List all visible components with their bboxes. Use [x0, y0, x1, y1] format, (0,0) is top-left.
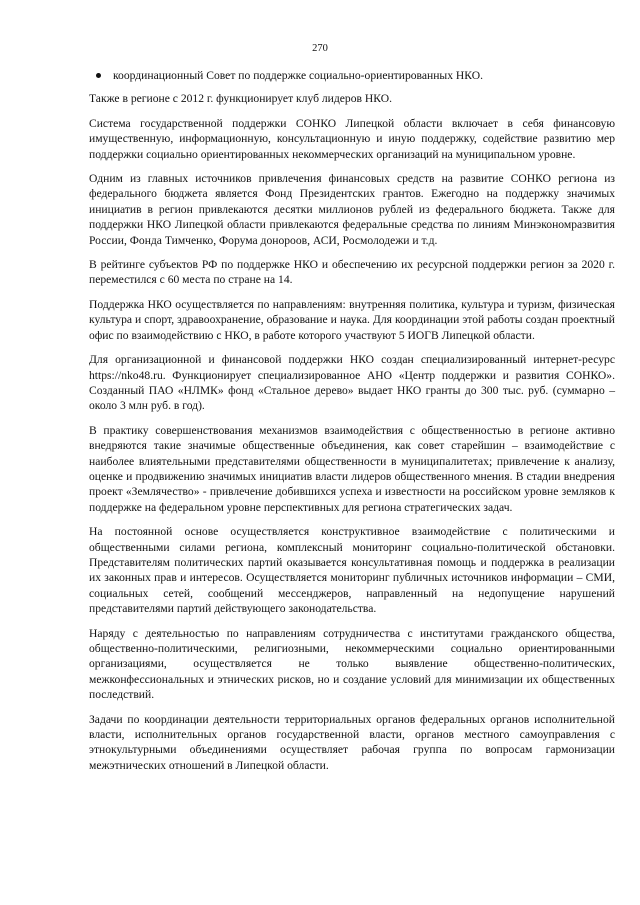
paragraph-interaction-practice: В практику совершенствования механизмов взаимодействия с общественностью в регионе активно внедряются такие значимые общественные объединения, как совет старейшин – взаимодействие с наиболее влиятельными представителями общественности в муниципалитетах; привлечение к анализу, оценке и продвижению значимых инициатив власти лидеров общественного мнения. В стадии внедрения проект «Землячество» - привлечение добившихся успеха и известности на российском уровне земляков к поддержке на федеральном уровне перспективных для региона стратегических задач. [89, 423, 615, 514]
paragraph-funding-sources: Одним из главных источников привлечения финансовых средств на развитие СОНКО региона из федерального бюджета является Фонд Президентских грантов. Ежегодно на поддержку значимых инициатив в регион привлекаются десятки миллионов рублей из федерального бюджета. Также для поддержки НКО Липецкой области привлекаются федеральные средства по линиям Минэкономразвития России, Фонда Тимченко, Форума донороов, АСИ, Росмолодежи и т.д. [89, 172, 615, 247]
paragraph-political-interaction: На постоянной основе осуществляется конструктивное взаимодействие с политическими и общественными силами региона, комплексный мониторинг социально-политической обстановки. Представителям политических партий оказывается консультативная помощь и поддержка в реализации их законных прав и интересов. Осуществляется мониторинг публичных источников информации – СМИ, социальных сетей, сообщений мессенджеров, направленный на недопущение нарушений представителями партий действующего законодательства. [89, 525, 615, 616]
page-body [89, 68, 615, 782]
paragraph-club-leaders: Также в регионе с 2012 г. функционирует клуб лидеров НКО. [89, 92, 392, 106]
paragraph-support-directions: Поддержка НКО осуществляется по направлениям: внутренняя политика, культура и туризм, физическая культура и спорт, здравоохранение, образование и наука. Для координации этой работы создан проектный офис по взаимодействию с НКО, в работе которого участвуют 5 ИОГВ Липецкой области. [89, 297, 615, 342]
bullet-list-item [89, 68, 615, 83]
paragraph-civil-society: Наряду с деятельностью по направлениям сотрудничества с институтами гражданского общества, общественно-политическими, религиозными, некоммерческими социально ориентированными организациями, осуществляется не только выявление общественно-политических, межконфессиональных и этнических рисков, но и создание условий для минимизации их общественных последствий. [89, 626, 615, 702]
bullet-icon [96, 73, 101, 78]
paragraph-rating: В рейтинге субъектов РФ по поддержке НКО и обеспечению их ресурсной поддержки регион за 2020 г. переместился с 60 места по стране на 14. [89, 258, 615, 287]
page-number: 270 [312, 43, 328, 54]
paragraph-support-system: Система государственной поддержки СОНКО Липецкой области включает в себя финансовую имущественную, информационную, консультационную и иную поддержку, содействие развитию мер поддержки социально ориентированных некоммерческих организаций на муниципальном уровне. [89, 116, 615, 161]
paragraph-coordination-tasks: Задачи по координации деятельности территориальных органов федеральных органов исполнительной власти, исполнительных органов государственной власти, органов местного самоуправления с этнокультурными объединениями осуществляет рабочая группа по вопросам гармонизации межэтнических отношений в Липецкой области. [89, 712, 615, 772]
bullet-item-text: координационный Совет по поддержке социально-ориентированных НКО. [113, 69, 483, 82]
paragraph-internet-resource: Для организационной и финансовой поддержки НКО создан специализированный интернет-ресурс https://nko48.ru. Функционирует специализированное АНО «Центр поддержки и развития СОНКО». Созданный ПАО «НЛМК» фонд «Стальное дерево» выдает НКО гранты до 300 тыс. руб. (суммарно – около 3 млн руб. в год). [89, 353, 615, 413]
